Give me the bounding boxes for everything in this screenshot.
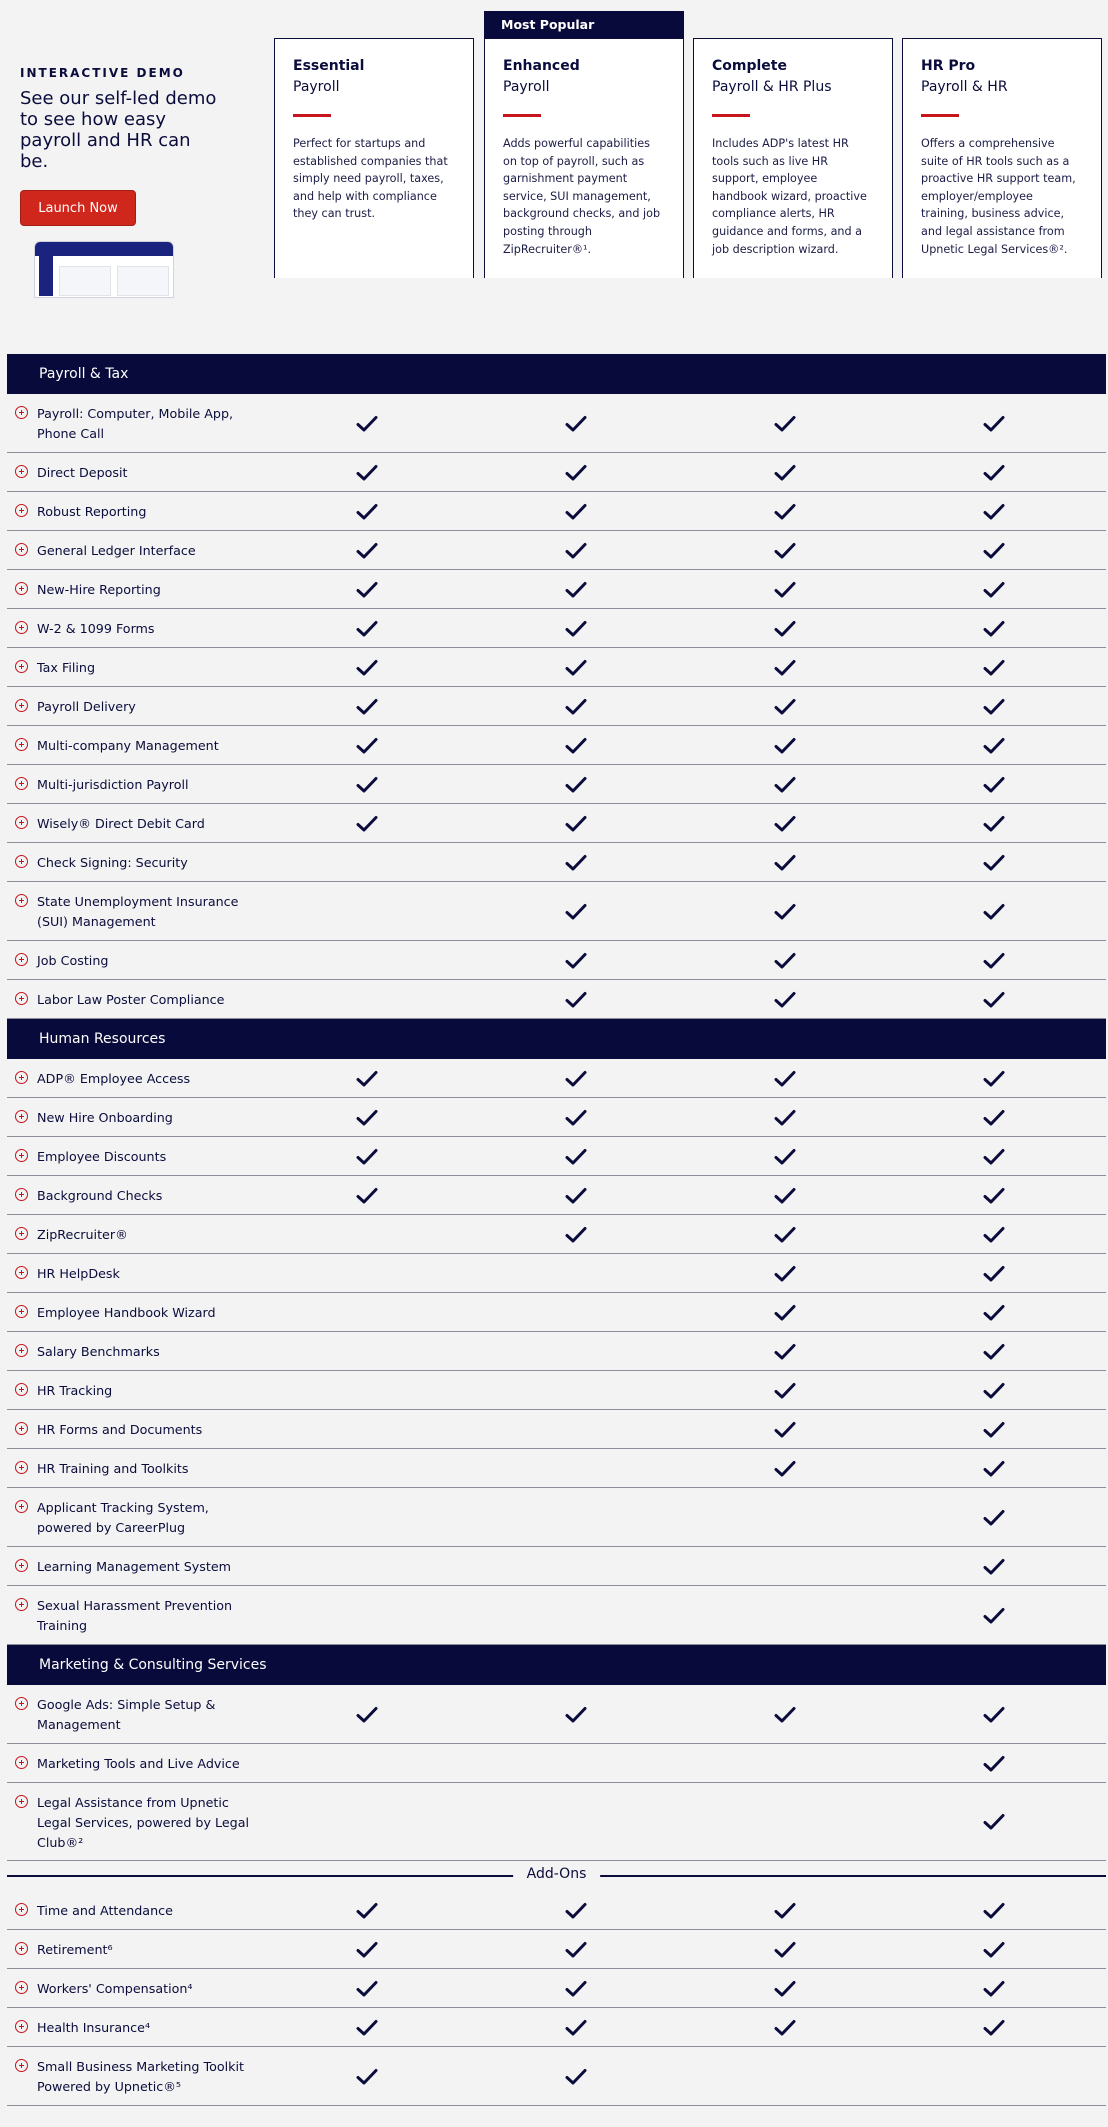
- checkmark-icon: [356, 1187, 378, 1205]
- checkmark-icon: [983, 1109, 1005, 1127]
- thumb-sidebar: [39, 246, 53, 296]
- checkmark-icon: [983, 1607, 1005, 1625]
- expand-plus-icon[interactable]: [15, 1227, 28, 1240]
- table-row[interactable]: [7, 531, 1106, 570]
- table-row[interactable]: [7, 1547, 1106, 1586]
- checkmark-icon: [356, 1902, 378, 1920]
- expand-plus-icon[interactable]: [15, 1795, 28, 1808]
- checkmark-icon: [356, 776, 378, 794]
- checkmark-icon: [356, 503, 378, 521]
- checkmark-icon: [983, 1902, 1005, 1920]
- feature-label: Multi-jurisdiction Payroll: [37, 777, 189, 792]
- table-row[interactable]: [7, 453, 1106, 492]
- checkmark-icon: [774, 815, 796, 833]
- expand-plus-icon[interactable]: [15, 738, 28, 751]
- expand-plus-icon[interactable]: [15, 543, 28, 556]
- feature-label: HR HelpDesk: [37, 1266, 120, 1281]
- expand-plus-icon[interactable]: [15, 1500, 28, 1513]
- checkmark-icon: [565, 1226, 587, 1244]
- checkmark-icon: [565, 464, 587, 482]
- feature-label: ZipRecruiter®: [37, 1227, 128, 1242]
- expand-plus-icon[interactable]: [15, 1942, 28, 1955]
- checkmark-icon: [565, 991, 587, 1009]
- plan-description: Includes ADP's latest HR tools such as live HR support, employee handbook wizard, proactive compliance alerts, HR guidance and forms, and a job description wizard.: [712, 137, 867, 256]
- expand-plus-icon[interactable]: [15, 992, 28, 1005]
- checkmark-icon: [983, 1706, 1005, 1724]
- plan-subtitle: Payroll: [293, 79, 340, 95]
- feature-label: Sexual Harassment Prevention Training: [37, 1598, 233, 1633]
- checkmark-icon: [565, 952, 587, 970]
- checkmark-icon: [983, 1148, 1005, 1166]
- plan-card-complete[interactable]: [693, 38, 893, 278]
- checkmark-icon: [565, 854, 587, 872]
- feature-label: Small Business Marketing Toolkit Powered by Upnetic®⁵: [37, 2059, 245, 2094]
- feature-label: Applicant Tracking System, powered by CareerPlug: [37, 1500, 209, 1535]
- plan-card-hr-pro[interactable]: [902, 38, 1102, 278]
- feature-label: Robust Reporting: [37, 504, 147, 519]
- checkmark-icon: [565, 1148, 587, 1166]
- feature-label: Marketing Tools and Live Advice: [37, 1756, 240, 1771]
- checkmark-icon: [565, 542, 587, 560]
- checkmark-icon: [983, 991, 1005, 1009]
- expand-plus-icon[interactable]: [15, 699, 28, 712]
- checkmark-icon: [356, 464, 378, 482]
- feature-label: Employee Discounts: [37, 1149, 167, 1164]
- checkmark-icon: [356, 1706, 378, 1724]
- checkmark-icon: [983, 1187, 1005, 1205]
- expand-plus-icon[interactable]: [15, 2059, 28, 2072]
- table-row[interactable]: [7, 1744, 1106, 1783]
- table-row[interactable]: [7, 882, 1106, 941]
- checkmark-icon: [983, 1460, 1005, 1478]
- expand-plus-icon[interactable]: [15, 2020, 28, 2033]
- feature-label: Wisely® Direct Debit Card: [37, 816, 205, 831]
- launch-now-button[interactable]: Launch Now: [20, 190, 136, 226]
- plan-divider: [293, 114, 331, 117]
- feature-label: Salary Benchmarks: [37, 1344, 160, 1359]
- expand-plus-icon[interactable]: [15, 1344, 28, 1357]
- plan-name: Enhanced: [503, 58, 580, 74]
- feature-label: Health Insurance⁴: [37, 2020, 151, 2035]
- addons-title: Add-Ons: [513, 1866, 601, 1882]
- checkmark-icon: [774, 1343, 796, 1361]
- checkmark-icon: [565, 659, 587, 677]
- checkmark-icon: [356, 815, 378, 833]
- checkmark-icon: [356, 542, 378, 560]
- checkmark-icon: [356, 1070, 378, 1088]
- table-row[interactable]: [7, 1059, 1106, 1098]
- checkmark-icon: [565, 2068, 587, 2086]
- table-row[interactable]: [7, 1176, 1106, 1215]
- checkmark-icon: [565, 776, 587, 794]
- table-row[interactable]: [7, 1410, 1106, 1449]
- expand-plus-icon[interactable]: [15, 1598, 28, 1611]
- expand-plus-icon[interactable]: [15, 1110, 28, 1123]
- feature-label: Direct Deposit: [37, 465, 128, 480]
- table-row[interactable]: [7, 394, 1106, 453]
- table-row[interactable]: [7, 1371, 1106, 1410]
- expand-plus-icon[interactable]: [15, 1383, 28, 1396]
- plan-divider: [921, 114, 959, 117]
- checkmark-icon: [565, 1902, 587, 1920]
- table-row[interactable]: [7, 941, 1106, 980]
- checkmark-icon: [565, 815, 587, 833]
- checkmark-icon: [774, 1941, 796, 1959]
- checkmark-icon: [983, 1755, 1005, 1773]
- checkmark-icon: [983, 542, 1005, 560]
- expand-plus-icon[interactable]: [15, 777, 28, 790]
- table-row[interactable]: [7, 687, 1106, 726]
- expand-plus-icon[interactable]: [15, 1422, 28, 1435]
- expand-plus-icon[interactable]: [15, 1461, 28, 1474]
- checkmark-icon: [356, 1941, 378, 1959]
- checkmark-icon: [774, 464, 796, 482]
- expand-plus-icon[interactable]: [15, 504, 28, 517]
- checkmark-icon: [774, 2019, 796, 2037]
- feature-label: HR Training and Toolkits: [37, 1461, 189, 1476]
- feature-label: Payroll Delivery: [37, 699, 136, 714]
- feature-label: New Hire Onboarding: [37, 1110, 173, 1125]
- checkmark-icon: [774, 1382, 796, 1400]
- checkmark-icon: [774, 952, 796, 970]
- checkmark-icon: [983, 952, 1005, 970]
- checkmark-icon: [356, 620, 378, 638]
- checkmark-icon: [983, 903, 1005, 921]
- table-row[interactable]: [7, 765, 1106, 804]
- table-row[interactable]: [7, 1488, 1106, 1547]
- plan-card-enhanced[interactable]: [484, 38, 684, 278]
- checkmark-icon: [565, 1187, 587, 1205]
- demo-eyebrow: INTERACTIVE DEMO: [20, 66, 185, 80]
- feature-label: Employee Handbook Wizard: [37, 1305, 216, 1320]
- thumb-search-bar: [83, 256, 133, 260]
- feature-label: State Unemployment Insurance (SUI) Management: [37, 894, 239, 929]
- table-row[interactable]: [7, 609, 1106, 648]
- section-header: Payroll & Tax: [7, 354, 1106, 394]
- plan-divider: [503, 114, 541, 117]
- checkmark-icon: [356, 1148, 378, 1166]
- plan-description: Perfect for startups and established companies that simply need payroll, taxes, and help with compliance they can trust.: [293, 137, 448, 221]
- checkmark-icon: [983, 2019, 1005, 2037]
- expand-plus-icon[interactable]: [15, 465, 28, 478]
- checkmark-icon: [565, 1070, 587, 1088]
- checkmark-icon: [356, 698, 378, 716]
- feature-label: Labor Law Poster Compliance: [37, 992, 225, 1007]
- feature-label: New-Hire Reporting: [37, 582, 161, 597]
- table-row[interactable]: [7, 1891, 1106, 1930]
- feature-label: Background Checks: [37, 1188, 163, 1203]
- expand-plus-icon[interactable]: [15, 1305, 28, 1318]
- plan-subtitle: Payroll: [503, 79, 550, 95]
- plan-name: Complete: [712, 58, 787, 74]
- checkmark-icon: [983, 854, 1005, 872]
- expand-plus-icon[interactable]: [15, 1149, 28, 1162]
- table-row[interactable]: [7, 2008, 1106, 2047]
- checkmark-icon: [774, 1460, 796, 1478]
- table-row[interactable]: [7, 1332, 1106, 1371]
- feature-label: Time and Attendance: [37, 1903, 173, 1918]
- table-row[interactable]: [7, 726, 1106, 765]
- checkmark-icon: [774, 659, 796, 677]
- checkmark-icon: [774, 698, 796, 716]
- checkmark-icon: [565, 903, 587, 921]
- table-row[interactable]: [7, 1137, 1106, 1176]
- checkmark-icon: [774, 1109, 796, 1127]
- checkmark-icon: [983, 659, 1005, 677]
- expand-plus-icon[interactable]: [15, 816, 28, 829]
- plan-description: Offers a comprehensive suite of HR tools such as a proactive HR support team, employer/employee training, business advice, and legal assistance from Upnetic Legal Services®².: [921, 137, 1076, 256]
- expand-plus-icon[interactable]: [15, 953, 28, 966]
- checkmark-icon: [356, 2068, 378, 2086]
- most-popular-badge: Most Popular: [484, 11, 684, 39]
- checkmark-icon: [774, 991, 796, 1009]
- table-row[interactable]: [7, 1930, 1106, 1969]
- feature-label: Tax Filing: [37, 660, 96, 675]
- feature-label: Workers' Compensation⁴: [37, 1981, 193, 1996]
- checkmark-icon: [983, 1343, 1005, 1361]
- checkmark-icon: [774, 1706, 796, 1724]
- checkmark-icon: [774, 1902, 796, 1920]
- checkmark-icon: [356, 659, 378, 677]
- table-row[interactable]: [7, 1215, 1106, 1254]
- section-header: Marketing & Consulting Services: [7, 1645, 1106, 1685]
- checkmark-icon: [983, 581, 1005, 599]
- checkmark-icon: [774, 1265, 796, 1283]
- checkmark-icon: [565, 581, 587, 599]
- table-row[interactable]: [7, 1685, 1106, 1744]
- expand-plus-icon[interactable]: [15, 1559, 28, 1572]
- checkmark-icon: [774, 1304, 796, 1322]
- feature-label: Google Ads: Simple Setup & Management: [37, 1697, 216, 1732]
- checkmark-icon: [774, 776, 796, 794]
- thumb-header: [35, 242, 173, 256]
- expand-plus-icon[interactable]: [15, 621, 28, 634]
- checkmark-icon: [983, 1070, 1005, 1088]
- thumb-card: [59, 266, 111, 296]
- checkmark-icon: [983, 1421, 1005, 1439]
- checkmark-icon: [774, 1187, 796, 1205]
- checkmark-icon: [774, 903, 796, 921]
- demo-title: See our self-led demo to see how easy payroll and HR can be.: [20, 88, 217, 172]
- feature-label: Check Signing: Security: [37, 855, 188, 870]
- table-row[interactable]: [7, 2047, 1106, 2106]
- expand-plus-icon[interactable]: [15, 894, 28, 907]
- checkmark-icon: [983, 464, 1005, 482]
- checkmark-icon: [565, 415, 587, 433]
- feature-comparison-table: [7, 354, 1106, 2106]
- checkmark-icon: [356, 1980, 378, 1998]
- checkmark-icon: [565, 2019, 587, 2037]
- table-row[interactable]: [7, 980, 1106, 1019]
- checkmark-icon: [565, 1941, 587, 1959]
- feature-label: General Ledger Interface: [37, 543, 196, 558]
- table-row[interactable]: [7, 1098, 1106, 1137]
- checkmark-icon: [774, 737, 796, 755]
- interactive-demo: [20, 66, 260, 298]
- checkmark-icon: [356, 415, 378, 433]
- table-row[interactable]: [7, 1449, 1106, 1488]
- checkmark-icon: [774, 542, 796, 560]
- expand-plus-icon[interactable]: [15, 660, 28, 673]
- checkmark-icon: [356, 2019, 378, 2037]
- feature-label: HR Forms and Documents: [37, 1422, 203, 1437]
- plan-subtitle: Payroll & HR: [921, 79, 1008, 95]
- checkmark-icon: [774, 503, 796, 521]
- thumb-card: [117, 266, 169, 296]
- plan-name: Essential: [293, 58, 365, 74]
- addons-divider: [7, 1861, 1106, 1891]
- checkmark-icon: [983, 1265, 1005, 1283]
- plan-subtitle: Payroll & HR Plus: [712, 79, 832, 95]
- table-row[interactable]: [7, 1783, 1106, 1861]
- checkmark-icon: [983, 1813, 1005, 1831]
- checkmark-icon: [356, 1109, 378, 1127]
- checkmark-icon: [983, 1980, 1005, 1998]
- feature-label: HR Tracking: [37, 1383, 113, 1398]
- demo-thumbnail[interactable]: [34, 241, 174, 298]
- plan-name: HR Pro: [921, 58, 976, 74]
- checkmark-icon: [983, 698, 1005, 716]
- checkmark-icon: [983, 415, 1005, 433]
- section-header: Human Resources: [7, 1019, 1106, 1059]
- checkmark-icon: [774, 620, 796, 638]
- expand-plus-icon[interactable]: [15, 1697, 28, 1710]
- table-row[interactable]: [7, 1293, 1106, 1332]
- checkmark-icon: [983, 737, 1005, 755]
- checkmark-icon: [565, 620, 587, 638]
- checkmark-icon: [774, 1226, 796, 1244]
- feature-label: Job Costing: [37, 953, 109, 968]
- checkmark-icon: [983, 1558, 1005, 1576]
- checkmark-icon: [983, 1226, 1005, 1244]
- feature-label: Multi-company Management: [37, 738, 219, 753]
- expand-plus-icon[interactable]: [15, 1266, 28, 1279]
- plan-card-essential[interactable]: [274, 38, 474, 278]
- checkmark-icon: [356, 581, 378, 599]
- feature-label: ADP® Employee Access: [37, 1071, 191, 1086]
- table-row[interactable]: [7, 1586, 1106, 1645]
- checkmark-icon: [565, 698, 587, 716]
- feature-label: Legal Assistance from Upnetic Legal Services, powered by Legal Club®²: [37, 1795, 250, 1850]
- checkmark-icon: [565, 1980, 587, 1998]
- checkmark-icon: [983, 1304, 1005, 1322]
- expand-plus-icon[interactable]: [15, 1903, 28, 1916]
- table-row[interactable]: [7, 804, 1106, 843]
- checkmark-icon: [983, 776, 1005, 794]
- checkmark-icon: [983, 1382, 1005, 1400]
- checkmark-icon: [565, 737, 587, 755]
- plan-description: Adds powerful capabilities on top of payroll, such as garnishment payment service, SUI management, background checks, and job posting through ZipRecruiter®¹.: [503, 137, 661, 256]
- checkmark-icon: [983, 620, 1005, 638]
- table-row[interactable]: [7, 843, 1106, 882]
- expand-plus-icon[interactable]: [15, 406, 28, 419]
- checkmark-icon: [774, 1980, 796, 1998]
- expand-plus-icon[interactable]: [15, 855, 28, 868]
- checkmark-icon: [774, 1421, 796, 1439]
- expand-plus-icon[interactable]: [15, 1188, 28, 1201]
- table-row[interactable]: [7, 1254, 1106, 1293]
- expand-plus-icon[interactable]: [15, 582, 28, 595]
- checkmark-icon: [983, 815, 1005, 833]
- table-row[interactable]: [7, 648, 1106, 687]
- checkmark-icon: [983, 1509, 1005, 1527]
- expand-plus-icon[interactable]: [15, 1981, 28, 1994]
- checkmark-icon: [983, 1941, 1005, 1959]
- checkmark-icon: [565, 1109, 587, 1127]
- checkmark-icon: [356, 737, 378, 755]
- feature-label: W-2 & 1099 Forms: [37, 621, 155, 636]
- checkmark-icon: [774, 581, 796, 599]
- checkmark-icon: [774, 854, 796, 872]
- table-row[interactable]: [7, 570, 1106, 609]
- table-row[interactable]: [7, 492, 1106, 531]
- checkmark-icon: [774, 1148, 796, 1166]
- checkmark-icon: [774, 415, 796, 433]
- checkmark-icon: [565, 1706, 587, 1724]
- feature-label: Retirement⁶: [37, 1942, 113, 1957]
- expand-plus-icon[interactable]: [15, 1756, 28, 1769]
- expand-plus-icon[interactable]: [15, 1071, 28, 1084]
- table-row[interactable]: [7, 1969, 1106, 2008]
- feature-label: Learning Management System: [37, 1559, 232, 1574]
- checkmark-icon: [774, 1070, 796, 1088]
- checkmark-icon: [565, 503, 587, 521]
- plan-divider: [712, 114, 750, 117]
- checkmark-icon: [983, 503, 1005, 521]
- feature-label: Payroll: Computer, Mobile App, Phone Call: [37, 406, 234, 441]
